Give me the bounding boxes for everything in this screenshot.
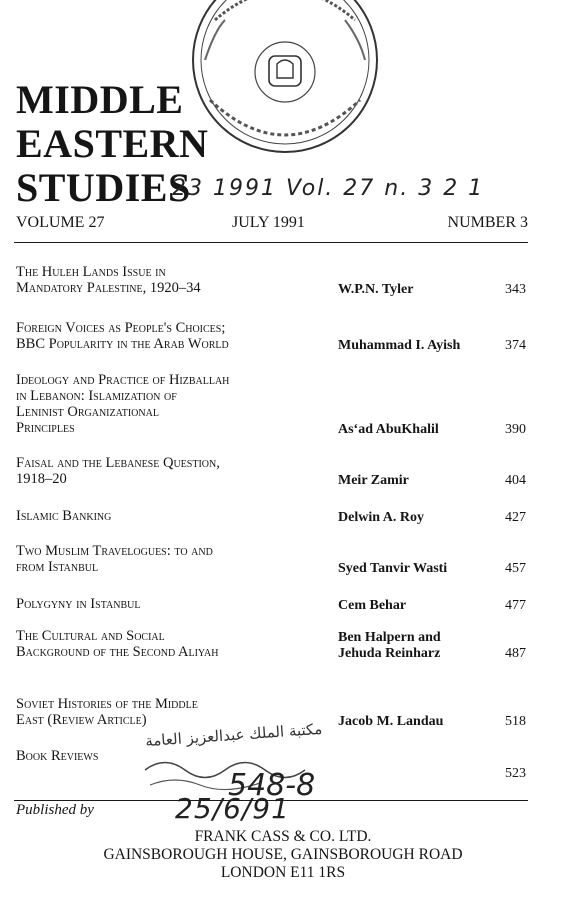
article-author-line: Ben Halpern and (338, 630, 441, 645)
article-author-line: As‘ad AbuKhalil (338, 422, 439, 437)
article-title-line: 1918–20 (16, 471, 67, 487)
article-author-line: Jehuda Reinharz (338, 646, 441, 661)
article-page-number: 523 (505, 766, 526, 781)
article-title-line: Principles (16, 420, 75, 436)
article-page-number: 390 (505, 422, 526, 437)
article-author (338, 714, 498, 730)
article-title (16, 320, 336, 352)
article-title-line: The Huleh Lands Issue in (16, 264, 166, 280)
article-author (338, 282, 498, 298)
article-title (16, 264, 336, 296)
article-author (338, 630, 498, 662)
article-title-line: BBC Popularity in the Arab World (16, 336, 229, 352)
article-title-line: The Cultural and Social (16, 628, 165, 644)
publisher-name: FRANK CASS & CO. LTD. (194, 828, 372, 845)
article-title-line: Background of the Second Aliyah (16, 644, 219, 660)
article-page-number: 518 (505, 714, 526, 729)
article-author-line: W.P.N. Tyler (338, 282, 414, 297)
article-author (338, 473, 498, 489)
article-page-number: 477 (505, 598, 526, 613)
journal-title-line-2: EASTERN (16, 121, 209, 166)
article-author-line: Meir Zamir (338, 473, 409, 488)
article-page-number: 487 (505, 646, 526, 661)
header-divider (14, 242, 528, 243)
article-author-line: Syed Tanvir Wasti (338, 561, 448, 576)
journal-title-line-3: STUDIES (16, 165, 191, 210)
article-title (16, 543, 336, 575)
article-author-line: Delwin A. Roy (338, 510, 424, 525)
article-title-line: Polygyny in Istanbul (16, 596, 141, 612)
article-title-line: Islamic Banking (16, 508, 112, 524)
issue-number: NUMBER 3 (447, 214, 528, 231)
article-title-line: Mandatory Palestine, 1920–34 (16, 280, 201, 296)
library-stamp-seal (185, 0, 385, 160)
article-title-line: Book Reviews (16, 748, 99, 764)
article-title-line: Foreign Voices as People's Choices; (16, 320, 226, 336)
article-title-line: East (Review Article) (16, 712, 147, 728)
article-title-line: Ideology and Practice of Hizballah (16, 372, 230, 388)
article-title (16, 628, 336, 660)
article-title-line: Leninist Organizational (16, 404, 159, 420)
article-title-line: from Istanbul (16, 559, 99, 575)
article-title-line: Faisal and the Lebanese Question, (16, 455, 220, 471)
handwritten-note: 23 1991 Vol. 27 n. 3 2 1 (172, 176, 485, 201)
article-author-line: Jacob M. Landau (338, 714, 444, 729)
accession-code: 548-8 (228, 768, 316, 803)
article-page-number: 457 (505, 561, 526, 576)
footer-divider (14, 800, 528, 801)
article-author-line: Cem Behar (338, 598, 407, 613)
published-by-label: Published by (16, 802, 94, 818)
article-author (338, 510, 498, 526)
article-title (16, 455, 336, 487)
article-page-number: 343 (505, 282, 526, 297)
article-author (338, 422, 498, 438)
article-author (338, 598, 498, 614)
article-title (16, 508, 336, 524)
article-page-number: 374 (505, 338, 526, 353)
article-author (338, 561, 498, 577)
article-title (16, 596, 336, 612)
journal-title-line-1: MIDDLE (16, 77, 184, 122)
article-title (16, 372, 336, 436)
article-title-line: in Lebanon: Islamization of (16, 388, 177, 404)
article-author (338, 338, 498, 354)
accession-number: 25/6/91 (175, 792, 290, 825)
article-title-line: Soviet Histories of the Middle (16, 696, 198, 712)
issue-date: JULY 1991 (232, 214, 305, 231)
article-title-line: Two Muslim Travelogues: to and (16, 543, 213, 559)
publisher-address-line-2: LONDON E11 1RS (220, 864, 346, 881)
article-page-number: 404 (505, 473, 526, 488)
article-page-number: 427 (505, 510, 526, 525)
article-author-line: Muhammad I. Ayish (338, 338, 461, 353)
library-stamp-text: مكتبة الملك عبدالعزيز العامة (144, 719, 323, 751)
volume-label: VOLUME 27 (16, 214, 105, 231)
publisher-address-line-1: GAINSBOROUGH HOUSE, GAINSBOROUGH ROAD (103, 846, 463, 863)
